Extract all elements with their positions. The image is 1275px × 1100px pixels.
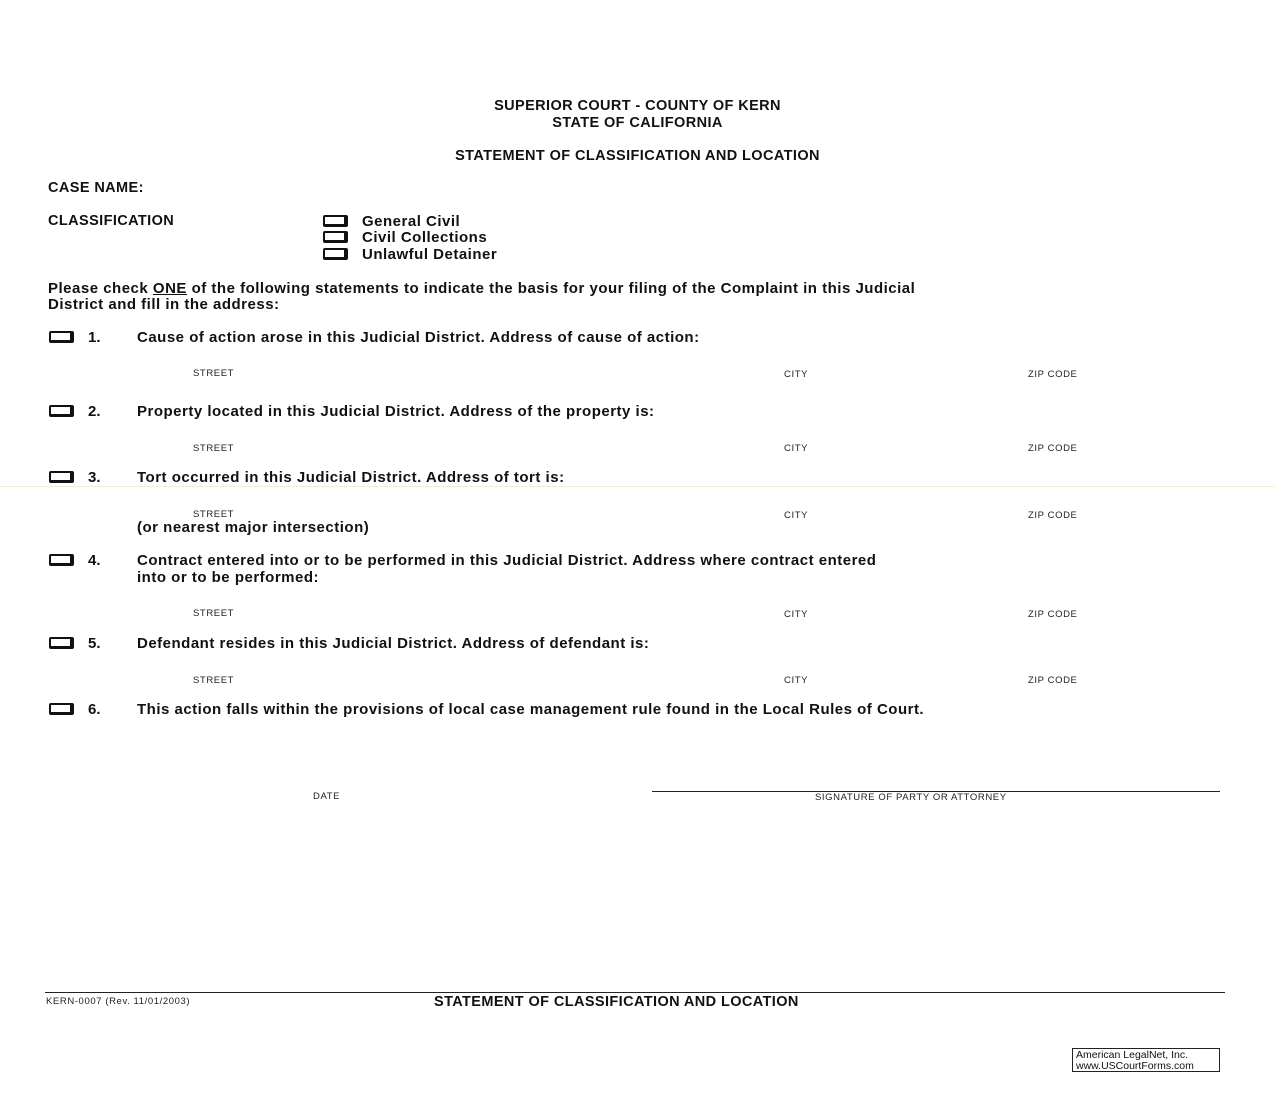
statement-3-note: (or nearest major intersection) — [137, 519, 370, 536]
general-civil-label: General Civil — [362, 213, 461, 230]
case-name-label: CASE NAME: — [48, 180, 144, 196]
statement-1-city-label: CITY — [784, 369, 809, 380]
statement-3-number: 3. — [88, 469, 101, 486]
footer-title: STATEMENT OF CLASSIFICATION AND LOCATION — [434, 994, 799, 1010]
statement-2-zip-label: ZIP CODE — [1028, 443, 1078, 454]
instructions-line-2: District and fill in the address: — [48, 296, 280, 313]
statement-2-street-label: STREET — [193, 443, 235, 454]
statement-3-city-label: CITY — [784, 510, 809, 521]
instructions-line-1: Please check ONE of the following statements to indicate the basis for your filing of the Complaint in this Judicial — [48, 280, 916, 297]
statement-1-number: 1. — [88, 329, 101, 346]
statement-2-city-label: CITY — [784, 443, 809, 454]
statement-1-checkbox[interactable] — [49, 331, 74, 343]
statement-4-checkbox[interactable] — [49, 554, 74, 566]
form-id: KERN-0007 (Rev. 11/01/2003) — [46, 996, 191, 1007]
statement-1-zip-label: ZIP CODE — [1028, 369, 1078, 380]
signature-label: SIGNATURE OF PARTY OR ATTORNEY — [815, 792, 1007, 803]
statement-6-checkbox[interactable] — [49, 703, 74, 715]
statement-4-city-label: CITY — [784, 609, 809, 620]
unlawful-detainer-checkbox[interactable] — [323, 248, 348, 260]
form-title: STATEMENT OF CLASSIFICATION AND LOCATION — [455, 148, 820, 164]
statement-2-checkbox[interactable] — [49, 405, 74, 417]
court-name: SUPERIOR COURT - COUNTY OF KERN — [494, 98, 781, 114]
civil-collections-checkbox[interactable] — [323, 231, 348, 243]
publisher-stamp — [1072, 1048, 1220, 1072]
date-label: DATE — [313, 791, 341, 802]
state-name: STATE OF CALIFORNIA — [552, 115, 723, 131]
statement-5-text: Defendant resides in this Judicial District. Address of defendant is: — [137, 635, 650, 652]
statement-3-street-label: STREET — [193, 509, 235, 520]
statement-3-text: Tort occurred in this Judicial District. Address of tort is: — [137, 469, 565, 486]
statement-6-text: This action falls within the provisions of local case management rule found in the Local Rules of Court. — [137, 701, 925, 718]
statement-1-street-label: STREET — [193, 368, 235, 379]
statement-4-street-label: STREET — [193, 608, 235, 619]
statement-1-text: Cause of action arose in this Judicial District. Address of cause of action: — [137, 329, 700, 346]
statement-4-number: 4. — [88, 552, 101, 569]
footer-rule — [45, 992, 1225, 993]
statement-5-number: 5. — [88, 635, 101, 652]
instructions-emphasis: ONE — [152, 280, 187, 297]
statement-6-number: 6. — [88, 701, 101, 718]
publisher-url: www.USCourtForms.com — [1076, 1060, 1194, 1072]
classification-label: CLASSIFICATION — [48, 213, 175, 229]
statement-4-zip-label: ZIP CODE — [1028, 609, 1078, 620]
statement-5-city-label: CITY — [784, 675, 809, 686]
civil-collections-label: Civil Collections — [362, 229, 488, 246]
unlawful-detainer-label: Unlawful Detainer — [362, 246, 498, 263]
statement-5-checkbox[interactable] — [49, 637, 74, 649]
statement-5-street-label: STREET — [193, 675, 235, 686]
general-civil-checkbox[interactable] — [323, 215, 348, 227]
scan-artifact-line — [0, 486, 1275, 487]
statement-4-text-cont: into or to be performed: — [137, 569, 319, 586]
statement-3-zip-label: ZIP CODE — [1028, 510, 1078, 521]
publisher-name: American LegalNet, Inc. — [1076, 1049, 1189, 1061]
statement-2-number: 2. — [88, 403, 101, 420]
statement-3-checkbox[interactable] — [49, 471, 74, 483]
statement-5-zip-label: ZIP CODE — [1028, 675, 1078, 686]
statement-4-text: Contract entered into or to be performed in this Judicial District. Address where contract entered — [137, 552, 877, 569]
statement-2-text: Property located in this Judicial District. Address of the property is: — [137, 403, 655, 420]
